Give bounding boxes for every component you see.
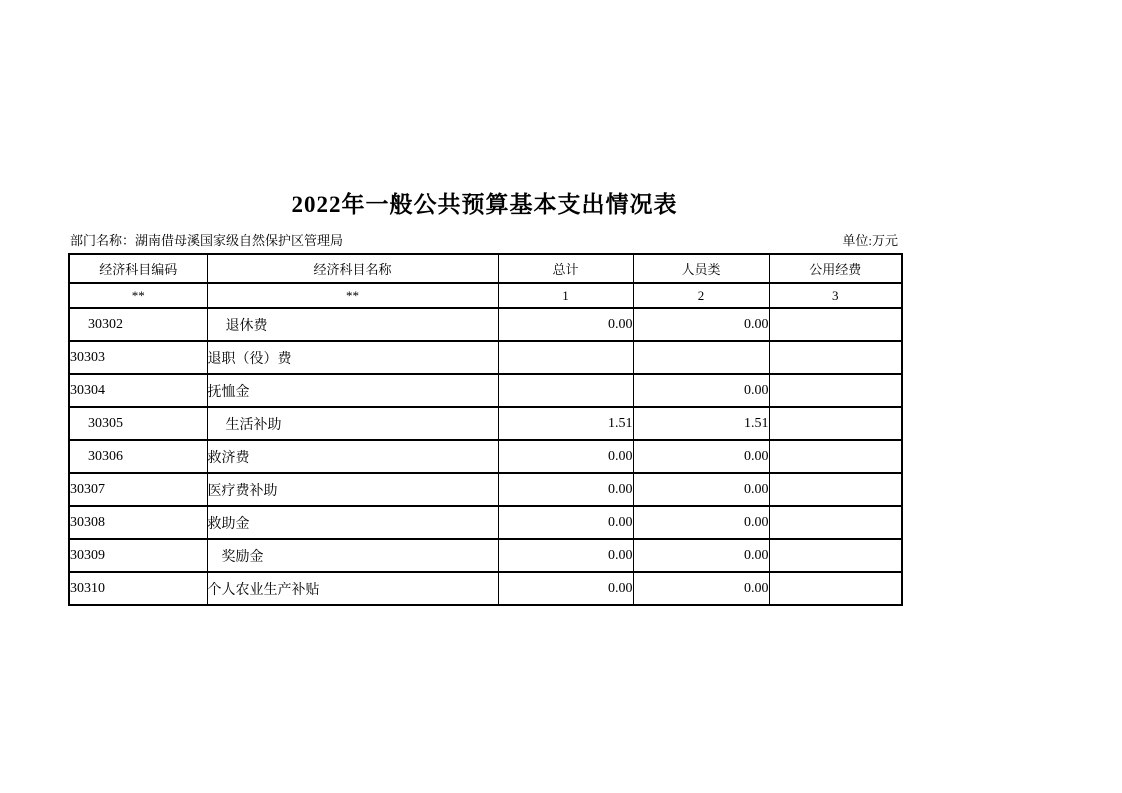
cell-name: 退休费 bbox=[207, 308, 498, 341]
table-row bbox=[69, 407, 902, 440]
cell-personnel: 0.00 bbox=[633, 308, 769, 341]
cell-total: 0.00 bbox=[498, 308, 633, 341]
cell-public-funds bbox=[769, 374, 902, 407]
subheader-personnel: 2 bbox=[633, 283, 769, 308]
cell-name: 医疗费补助 bbox=[207, 473, 498, 506]
cell-name: 救助金 bbox=[207, 506, 498, 539]
cell-total bbox=[498, 341, 633, 374]
table-body bbox=[69, 308, 902, 605]
cell-public-funds bbox=[769, 407, 902, 440]
budget-table bbox=[68, 253, 903, 606]
table-row bbox=[69, 539, 902, 572]
subheader-code: ** bbox=[69, 283, 207, 308]
table-row bbox=[69, 572, 902, 605]
cell-total: 0.00 bbox=[498, 539, 633, 572]
meta-line bbox=[68, 230, 901, 249]
cell-total: 1.51 bbox=[498, 407, 633, 440]
cell-personnel: 0.00 bbox=[633, 473, 769, 506]
cell-code: 30309 bbox=[69, 539, 207, 572]
col-header-personnel: 人员类 bbox=[633, 254, 769, 283]
cell-code: 30308 bbox=[69, 506, 207, 539]
cell-total: 0.00 bbox=[498, 572, 633, 605]
table-row bbox=[69, 473, 902, 506]
subheader-name: ** bbox=[207, 283, 498, 308]
table-header-row bbox=[69, 254, 902, 283]
cell-code: 30303 bbox=[69, 341, 207, 374]
table-row bbox=[69, 506, 902, 539]
department-value: 湖南借母溪国家级自然保护区管理局 bbox=[135, 233, 344, 248]
col-header-code: 经济科目编码 bbox=[69, 254, 207, 283]
cell-code: 30306 bbox=[69, 440, 207, 473]
cell-code: 30310 bbox=[69, 572, 207, 605]
cell-public-funds bbox=[769, 440, 902, 473]
cell-total: 0.00 bbox=[498, 506, 633, 539]
unit-label: 单位:万元 bbox=[842, 233, 898, 248]
cell-personnel bbox=[633, 341, 769, 374]
table-subheader-row bbox=[69, 283, 902, 308]
cell-personnel: 1.51 bbox=[633, 407, 769, 440]
col-header-public-funds: 公用经费 bbox=[769, 254, 902, 283]
cell-personnel: 0.00 bbox=[633, 374, 769, 407]
col-header-total: 总计 bbox=[498, 254, 633, 283]
table-row bbox=[69, 440, 902, 473]
cell-personnel: 0.00 bbox=[633, 506, 769, 539]
department-label: 部门名称： bbox=[70, 233, 136, 248]
cell-personnel: 0.00 bbox=[633, 440, 769, 473]
table-row bbox=[69, 341, 902, 374]
table-row bbox=[69, 308, 902, 341]
cell-public-funds bbox=[769, 539, 902, 572]
cell-personnel: 0.00 bbox=[633, 572, 769, 605]
cell-name: 生活补助 bbox=[207, 407, 498, 440]
cell-code: 30302 bbox=[69, 308, 207, 341]
subheader-total: 1 bbox=[498, 283, 633, 308]
cell-name: 个人农业生产补贴 bbox=[207, 572, 498, 605]
cell-total: 0.00 bbox=[498, 473, 633, 506]
cell-code: 30304 bbox=[69, 374, 207, 407]
cell-code: 30305 bbox=[69, 407, 207, 440]
subheader-public-funds: 3 bbox=[769, 283, 902, 308]
cell-total: 0.00 bbox=[498, 440, 633, 473]
cell-code: 30307 bbox=[69, 473, 207, 506]
department-line bbox=[70, 230, 343, 249]
cell-total bbox=[498, 374, 633, 407]
page-title: 2022年一般公共预算基本支出情况表 bbox=[291, 192, 678, 217]
cell-name: 退职（役）费 bbox=[207, 341, 498, 374]
cell-name: 抚恤金 bbox=[207, 374, 498, 407]
cell-public-funds bbox=[769, 572, 902, 605]
cell-name: 奖励金 bbox=[207, 539, 498, 572]
cell-public-funds bbox=[769, 506, 902, 539]
col-header-name: 经济科目名称 bbox=[207, 254, 498, 283]
cell-public-funds bbox=[769, 473, 902, 506]
cell-personnel: 0.00 bbox=[633, 539, 769, 572]
cell-name: 救济费 bbox=[207, 440, 498, 473]
cell-public-funds bbox=[769, 341, 902, 374]
table-row bbox=[69, 374, 902, 407]
cell-public-funds bbox=[769, 308, 902, 341]
